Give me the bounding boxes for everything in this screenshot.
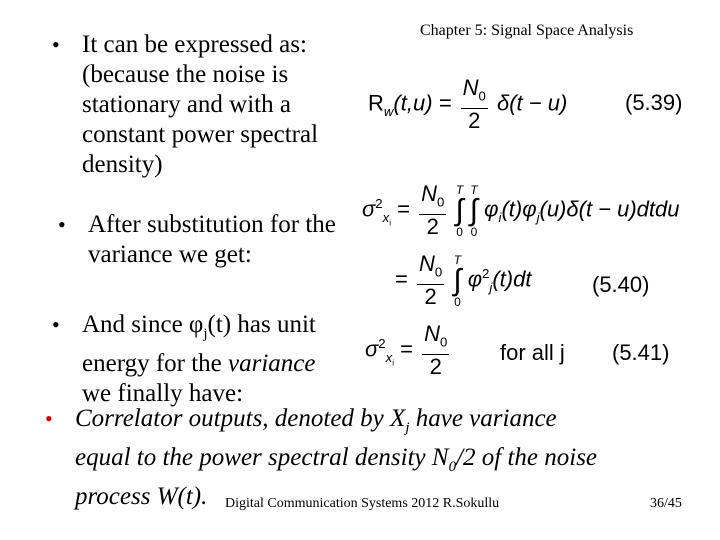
bullet-1-line: (because the noise is (82, 61, 289, 88)
bullet-2-line: variance we get: (88, 241, 252, 268)
bullet-1-line: It can be expressed as: (82, 31, 307, 58)
equation-condition: for all j (500, 340, 565, 365)
equation-tag-5-40: (5.40) (592, 272, 650, 297)
equation-5-41: $\sigma^2_{x_i}$ = $\frac{N_0}{2}$ (365, 321, 448, 380)
bullet-1-line: constant power spectral (82, 121, 319, 148)
bullet-2 (58, 210, 336, 270)
bullet-dot: • (52, 32, 60, 57)
bullet-dot: • (52, 312, 60, 337)
equation-5-40-b: = $\frac{N_0}{2}$ T ∫ 0 $\varphi^2_j(t)dt$ (395, 251, 532, 310)
equation-5-39: $R_w(t,u)$ = $\frac{N_0}{2}$ δ(t − u) (368, 75, 568, 134)
equation-5-40-a: $\sigma^2_{x_i}$ = $\frac{N_0}{2}$ T ∫ 0 T ∫ 0 $\varphi_i(t)\varphi_j(u)\delta(t$ − u)dtdu (362, 181, 680, 240)
bullet-1 (52, 30, 318, 180)
slide-header: Chapter 5: Signal Space Analysis (420, 22, 634, 39)
equation-tag-5-41: (5.41) (612, 340, 670, 365)
bullet-1-line: stationary and with a (82, 91, 291, 118)
bullet-dot: • (45, 406, 53, 431)
bullet-2-line: After substitution for the (88, 211, 336, 238)
bullet-dot: • (58, 212, 66, 237)
bullet-3: • And since $\varphi_j(t)$ has unit energy for the variance we finally have: (52, 311, 316, 407)
bullet-1-line: density) (82, 151, 163, 178)
bullet-4: • Correlator outputs, denoted by $X_j$ have variance equal to the power spectral density $N_0/2$ of the noise process W(t). (45, 405, 598, 510)
footer-page-number: 36/45 (650, 496, 682, 511)
equation-tag-5-39: (5.39) (625, 90, 683, 115)
footer-course: Digital Communication Systems 2012 R.Sokullu (225, 496, 500, 511)
